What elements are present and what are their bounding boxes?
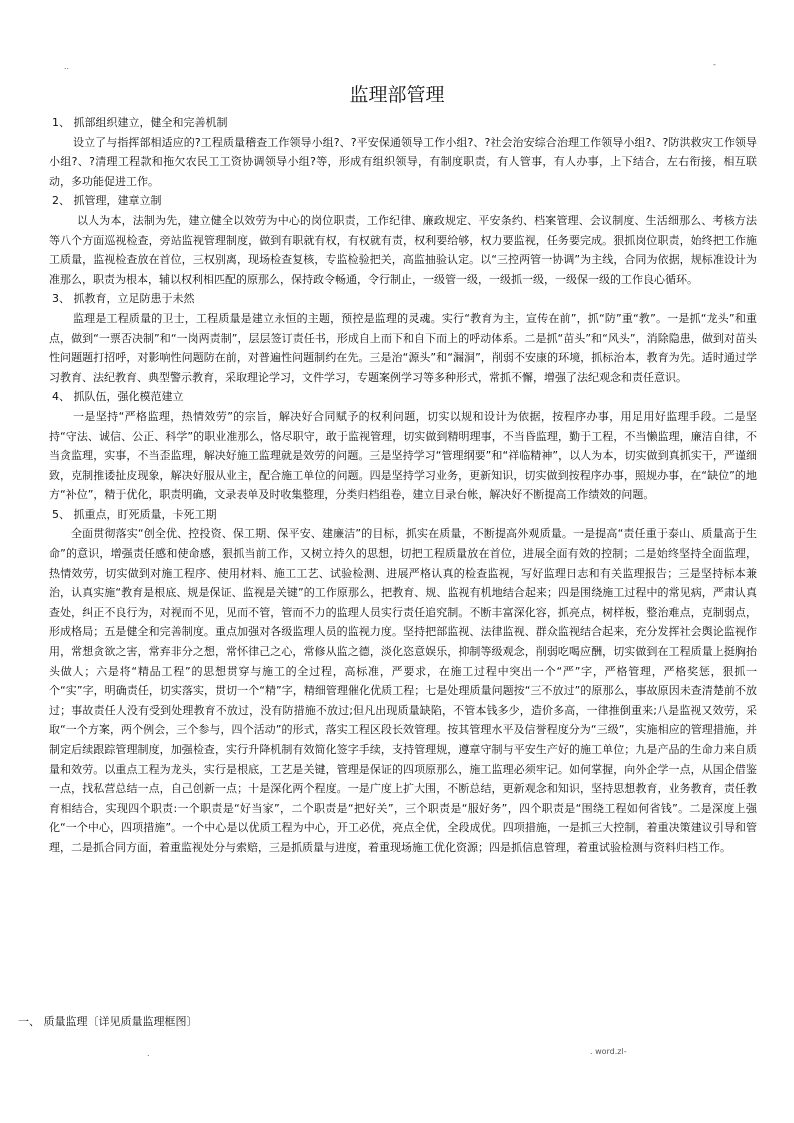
section-body-2: 以人为本，法制为先，建立健全以效劳为中心的岗位职责，工作纪律、廉政规定、平安条约、档案管理、会议制度、生活细那么、考核方法等八个方面巡视检查，旁站监视管理制度，做到有职就有权，有权就有责，权利要给够，权力要监视，任务要完成。狠抓岗位职责，始终把工作施工质量，监视检查放在首位，三权别离，现场检查复核，专监检验把关，高监抽验认定。以“三控两管一协调”为主线，合同为依据，规标准设计为准那么，职责为根本，辅以权利相匹配的原那么，保持政令畅通，令行制止，一级管一级，一级抓一级，一级保一级的工作良心循环。 — [49, 213, 757, 286]
section-heading-3: 3、 抓教育，立足防患于未然 — [52, 292, 195, 306]
header-left-mark: .. — [64, 62, 70, 71]
section-heading-5: 5、 抓重点，盯死质量，卡死工期 — [52, 507, 217, 521]
section-body-1: 设立了与指挥部相适应的?工程质量稽查工作领导小组?、?平安保通领导工作小组?、?社会治安综合治理工作领导小组?、?防洪救灾工作领导小组?、?清理工程款和拖欠农民工工资协调领导小组?等，形成有组织领导，有制度职责，有人管事，有人办事，上下结合，左右衔接，相互联动，多功能促进工作。 — [49, 135, 757, 188]
section-body-4: 一是坚持“严格监理，热情效劳”的宗旨，解决好合同赋予的权利问题，切实以规和设计为依据，按程序办事，用足用好监理手段。二是坚持“守法、诚信、公正、科学”的职业准那么，恪尽职守，敢于监视管理，切实做到精明理事，不当昏监理，勤于工程，不当懒监理，廉洁自律，不当贪监理，实事，不当歪监理，解决好施工监理就是效劳的问题。三是坚持学习“管理纲要”和“祥临精神”，以人为本，切实做到真抓实干，严谨细致，克制推诿扯皮现象，解决好服从业主，配合施工单位的问题。四是坚持学习业务，更新知识，切实做到按程序办事，照规办事，在“缺位”的地方“补位”，精于优化，职责明确，文录表单及时收集整理，分类归档组卷，建立目录台帐，解决好不断提高工作绩效的问题。 — [49, 409, 757, 502]
footer-left-mark: . — [147, 1049, 150, 1058]
section-body-3: 监理是工程质量的卫士，工程质量是建立永恒的主题，预控是监理的灵魂。实行“教育为主，宣传在前”，抓“防”重“教”。一是抓“龙头”和重点，做到“一票否决制”和“一岗两责制”，层层签订责任书，形成自上而下和自下而上的呼动体系。二是抓“苗头”和“风头”，消除隐患，做到对苗头性问题题打招呼，对影响性问题防在前，对普遍性问题制约在先。三是治“源头”和“漏洞”，削弱不安康的环境，抓标治本，教育为先。适时通过学习教育、法纪教育、典型警示教育，采取理论学习，文件学习，专题案例学习等多种形式，常抓不懈，增强了法纪观念和责任意识。 — [49, 311, 757, 384]
section-heading-2: 2、 抓管理，建章立制 — [52, 194, 162, 208]
header-right-mark: - — [713, 60, 716, 69]
section-heading-1: 1、 抓部组织建立，健全和完善机制 — [52, 116, 228, 129]
final-heading: 一、 质量监理〔详见质量监理框图〕 — [18, 1015, 198, 1028]
page-title: 监理部管理 — [349, 84, 445, 106]
section-body-5: 全面贯彻落实“创全优、控投资、保工期、保平安、建廉洁”的目标，抓实在质量，不断提高外观质量。一是提高“责任重于泰山、质量高于生命”的意识，增强责任感和使命感，狠抓当前工作，又树立持久的思想，切把工程质量放在首位，进展全面有效的控制；二是始终坚持全面监理，热情效劳，切实做到对施工程序、使用材料、施工工艺、试验检测、进展严格认真的检查监视，写好监理日志和有关监理报告；三是坚持标本兼治，认真实施“教育是根底、规是保证、监视是关键”的工作原那么，把教育、规、监视有机地结合起来；四是围绕施工过程中的常见病，严肃认真查处，纠正不良行为，对视而不见，见而不管，管而不力的监理人员实行责任追究制。不断丰富深化容，抓亮点，树样板，整治难点，克制弱点，形成格局；五是健全和完善制度。重点加强对各级监理人员的监视力度。坚持把部监视、法律监视、群众监视结合起来，充分发挥社会舆论监视作用，常想贪欲之害，常弃非分之想，常怀律己之心，常修从监之德，淡化恣意娱乐，抑制等级观念，削弱吃喝应酬，切实做到在工程质量上挺胸抬头做人；六是将“精品工程”的思想贯穿与施工的全过程，高标准，严要求，在施工过程中突出一个“严”字，严格管理，严格奖惩，狠抓一个“实”字，明确责任，切实落实，贯切一个“精”字，精细管理催化优质工程；七是处理质量问题按“三不放过”的原那么，事故原因未查清楚前不放过；事故责任人没有受到处理教育不放过，没有防措施不放过;但凡出现质量缺陷，不管本钱多少，造价多高，一律推倒重来;八是监视又效劳，采取“一个方案，两个例会，三个参与，四个活动”的形式，落实工程区段长效管理。按其管理水平及信誉程度分为“三级”，实施相应的管理措施，并制定后续跟踪管理制度，加强检查，实行升降机制有效简化签字手续，支持管理规，遵章守制与平安生产好的施工单位；九是产品的生命力来自质量和效劳。以重点工程为龙头，实行是根底，工艺是关键，管理是保证的四项原那么，施工监理必须牢记。如何掌握，向外企学一点，从国企借鉴一点，找私营总结一点，自己创新一点；十是深化两个程度。一是广度上扩大围，不断总结，更新观念和知识，坚持思想教育，业务教育，责任教育相结合，实现四个职责:一个职责是“好当家”，二个职责是“把好关”，三个职责是“服好务”，四个职责是“围绕工程如何省钱”。二是深度上强化“一个中心，四项措施”。一个中心是以优质工程为中心，开工必优，亮点全优，全段成优。四项措施，一是抓三大控制，着重决策建议引导和管理，二是抓合同方面，着重监视处分与索赔，三是抓质量与进度，着重现场施工优化资源；四是抓信息管理，着重试验检测与资料归档工作。 — [49, 527, 757, 854]
section-heading-4: 4、 抓队伍，强化模范建立 — [52, 390, 184, 404]
document-body — [49, 113, 757, 858]
footer-right-mark: . word.zl- — [590, 1047, 627, 1056]
